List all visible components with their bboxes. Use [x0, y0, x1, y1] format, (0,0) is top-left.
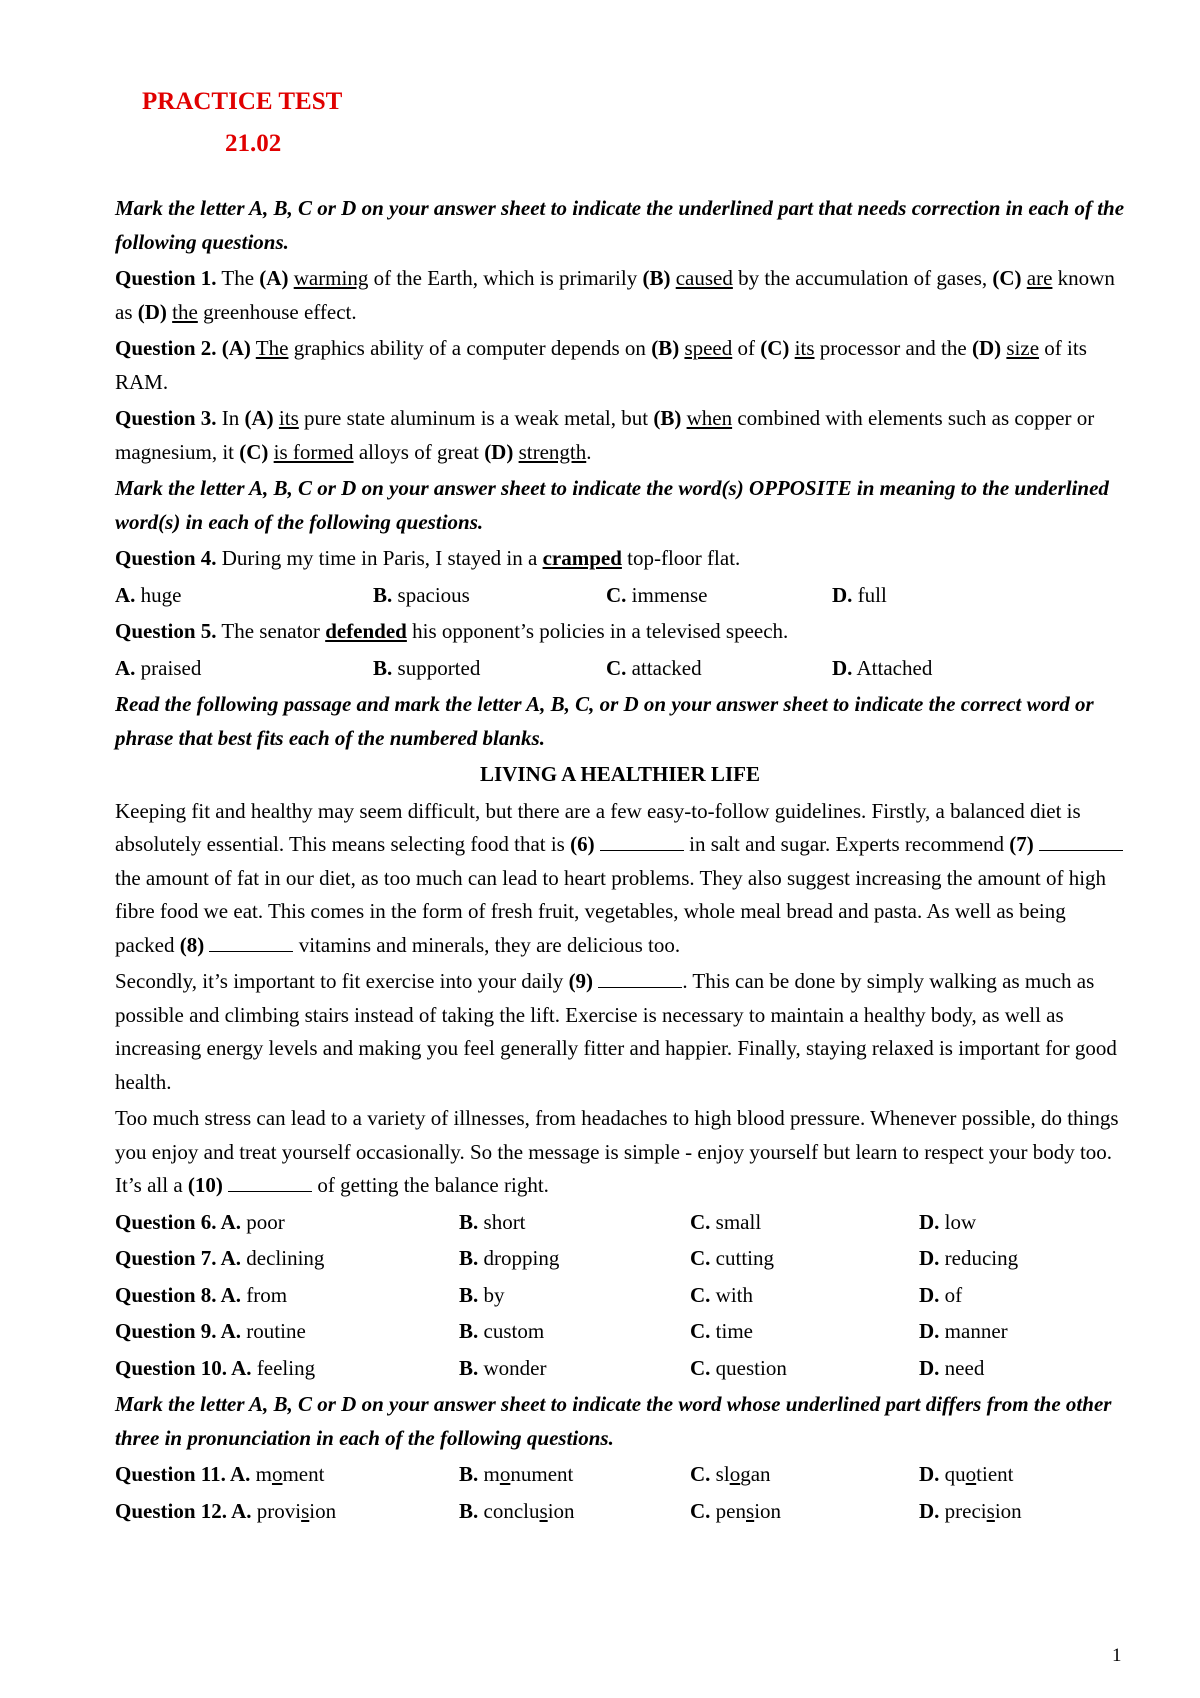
underlined-part-d: the [172, 299, 198, 324]
question-8-options [115, 1279, 1125, 1313]
question-text: In [216, 406, 245, 430]
target-word: defended [325, 619, 407, 643]
question-label: Question 1. [115, 266, 217, 290]
question-text: greenhouse effect. [197, 299, 357, 324]
option-letter: C. [606, 582, 627, 607]
option-text: cutting [710, 1246, 774, 1270]
question-text: of its RAM. [115, 336, 1087, 394]
instruction-opposite: Mark the letter A, B, C or D on your answer sheet to indicate the word(s) OPPOSITE in meaning to the underlined word(s) in each of the following questions. [115, 476, 1109, 534]
option-text: huge [140, 582, 182, 607]
option-text: by [478, 1282, 505, 1307]
question-text: pure state aluminum is a weak metal, but [298, 406, 654, 430]
option-text: wonder [478, 1355, 547, 1380]
option-c [690, 1495, 919, 1529]
question-3 [115, 402, 1125, 469]
question-text: The senator [216, 619, 326, 643]
option-letter: C. [690, 1462, 711, 1486]
option-letter: B. [459, 1246, 479, 1270]
option-c [690, 1206, 919, 1240]
marker-a: (A) [259, 266, 289, 290]
blank-line [228, 1172, 312, 1192]
option-text: of [939, 1282, 963, 1307]
option-text: supported [397, 655, 481, 680]
underlined-part-a: The [255, 336, 289, 360]
question-2 [115, 332, 1125, 399]
option-letter: A. [115, 655, 136, 680]
question-label: Question 11. A. [115, 1462, 251, 1486]
option-letter: C. [690, 1319, 711, 1343]
question-7-options [115, 1242, 1125, 1276]
marker-d: (D) [484, 439, 514, 464]
option-b [373, 579, 606, 613]
option-a [115, 652, 373, 686]
option-b [459, 1458, 690, 1492]
word-part: conclu [478, 1498, 540, 1523]
option-letter: B. [459, 1355, 479, 1380]
marker-a: (A) [221, 336, 251, 360]
passage-text: vitamins and minerals, they are delicious too. [293, 932, 681, 957]
underlined-part-a: its [278, 406, 299, 430]
word-part: m [478, 1462, 500, 1486]
option-letter: D. [919, 1462, 940, 1486]
question-text: alloys of great [353, 439, 485, 464]
option-letter: D. [919, 1246, 940, 1270]
option-a [115, 1315, 459, 1349]
option-text: poor [241, 1209, 285, 1234]
underlined-part-d: size [1006, 336, 1040, 360]
option-letter: D. [919, 1319, 940, 1343]
underlined-part-a: warming [293, 266, 369, 290]
question-label: Question 3. [115, 406, 217, 430]
question-text: combined with elements such as copper or magnesium, it [115, 406, 1095, 464]
marker-b: (B) [653, 406, 682, 430]
option-letter: C. [606, 655, 627, 680]
option-letter: C. [690, 1282, 711, 1307]
option-c [606, 579, 832, 613]
word-part: pen [710, 1498, 746, 1523]
option-text: manner [939, 1319, 1008, 1343]
option-letter: D. [832, 655, 853, 680]
option-letter: B. [459, 1319, 479, 1343]
question-5 [115, 615, 1125, 649]
option-letter: C. [690, 1209, 711, 1234]
option-letter: B. [459, 1498, 479, 1523]
option-d [919, 1279, 1125, 1313]
blank-line [209, 932, 293, 952]
option-c [690, 1458, 919, 1492]
underlined-part-c: is formed [273, 439, 354, 464]
blank-number: (9) [568, 969, 594, 993]
option-text: small [710, 1209, 762, 1234]
blank-number: (8) [179, 932, 205, 957]
marker-a: (A) [244, 406, 274, 430]
option-letter: B. [373, 655, 393, 680]
option-a [115, 579, 373, 613]
option-text: spacious [397, 582, 470, 607]
test-title: PRACTICE TEST [142, 88, 343, 115]
instruction-pronunciation: Mark the letter A, B, C or D on your answer sheet to indicate the word whose underlined part differs from the other three in pronunciation in each of the following questions. [115, 1392, 1112, 1450]
option-text: from [241, 1282, 288, 1307]
passage-text: of getting the balance right. [312, 1173, 549, 1197]
question-text: top-floor flat. [621, 546, 741, 570]
marker-b: (B) [651, 336, 680, 360]
option-text: low [939, 1209, 977, 1234]
question-text: known as [115, 266, 1115, 324]
blank-line [600, 831, 684, 851]
question-label: Question 9. A. [115, 1319, 242, 1343]
option-text: declining [241, 1246, 325, 1270]
option-d [919, 1352, 1125, 1386]
option-letter: B. [459, 1282, 479, 1307]
blank-line [1039, 831, 1123, 851]
option-c [690, 1242, 919, 1276]
question-label: Question 6. A. [115, 1209, 242, 1234]
passage-paragraph-3 [115, 1102, 1125, 1203]
option-text: dropping [478, 1246, 560, 1270]
blank-line [598, 968, 682, 988]
marker-c: (C) [239, 439, 269, 464]
underlined-part-b: when [686, 406, 733, 430]
word-part: sl [710, 1462, 730, 1486]
option-text: praised [140, 655, 202, 680]
passage-title: LIVING A HEALTHIER LIFE [480, 762, 760, 786]
word-part: ion [994, 1498, 1022, 1523]
option-b [459, 1242, 690, 1276]
question-label: Question 2. [115, 336, 217, 360]
question-1 [115, 262, 1125, 329]
marker-c: (C) [760, 336, 790, 360]
question-text: . [586, 439, 592, 464]
option-text: with [710, 1282, 754, 1307]
question-label: Question 5. [115, 619, 217, 643]
option-a [115, 1279, 459, 1313]
word-part: qu [939, 1462, 966, 1486]
question-5-options [115, 652, 1125, 686]
option-letter: D. [832, 582, 853, 607]
question-4 [115, 542, 1125, 576]
option-text: custom [478, 1319, 545, 1343]
option-text: time [710, 1319, 753, 1343]
option-c [606, 652, 832, 686]
option-b [459, 1279, 690, 1313]
word-part: nument [510, 1462, 574, 1486]
option-b [459, 1206, 690, 1240]
question-text: his opponent’s policies in a televised speech. [406, 619, 789, 643]
option-text: full [857, 582, 887, 607]
option-c [690, 1279, 919, 1313]
question-text: processor and the [814, 336, 972, 360]
passage-text: Too much stress can lead to a variety of illnesses, from headaches to high blood pressure. Whenever possible, do things you enjoy and treat yourself occasionally. So the message is simple - enjoy yourself but learn to respect your body too. It’s all a [115, 1106, 1119, 1197]
marker-d: (D) [137, 299, 167, 324]
document-body [115, 192, 1125, 1531]
option-text: Attached [856, 655, 933, 680]
option-d [919, 1242, 1125, 1276]
option-text: short [478, 1209, 526, 1234]
option-letter: B. [459, 1209, 479, 1234]
word-part: ment [282, 1462, 325, 1486]
instruction-error-correction: Mark the letter A, B, C or D on your answer sheet to indicate the underlined part that needs correction in each of the following questions. [115, 196, 1125, 254]
marker-b: (B) [642, 266, 671, 290]
option-b [373, 652, 606, 686]
question-label: Question 8. A. [115, 1282, 242, 1307]
question-text: by the accumulation of gases, [732, 266, 993, 290]
option-d [919, 1458, 1125, 1492]
question-text: of the Earth, which is primarily [368, 266, 643, 290]
word-part: provi [251, 1498, 302, 1523]
question-text: During my time in Paris, I stayed in a [216, 546, 543, 570]
passage-text: Secondly, it’s important to fit exercise into your daily [115, 969, 569, 993]
option-text: reducing [939, 1246, 1019, 1270]
question-11-options [115, 1458, 1125, 1492]
question-label: Question 12. A. [115, 1498, 252, 1523]
underlined-letters: o [499, 1462, 511, 1486]
underlined-letters: s [986, 1498, 995, 1523]
underlined-letters: o [965, 1462, 977, 1486]
option-text: feeling [251, 1355, 316, 1380]
word-part: ion [547, 1498, 575, 1523]
passage-paragraph-1 [115, 795, 1125, 963]
underlined-part-d: strength [518, 439, 587, 464]
word-part: ion [754, 1498, 782, 1523]
word-part: gan [740, 1462, 771, 1486]
option-c [690, 1315, 919, 1349]
underlined-part-c: are [1026, 266, 1053, 290]
underlined-letters: s [301, 1498, 310, 1523]
page-number: 1 [1112, 1645, 1122, 1666]
option-d [832, 579, 1125, 613]
test-code: 21.02 [225, 130, 282, 157]
question-text: The [216, 266, 260, 290]
option-text: attacked [631, 655, 702, 680]
option-letter: B. [373, 582, 393, 607]
option-d [919, 1206, 1125, 1240]
option-text: question [710, 1355, 787, 1380]
option-letter: C. [690, 1355, 711, 1380]
option-b [459, 1352, 690, 1386]
marker-c: (C) [992, 266, 1022, 290]
question-label: Question 7. A. [115, 1246, 242, 1270]
question-10-options [115, 1352, 1125, 1386]
question-text: graphics ability of a computer depends on [288, 336, 652, 360]
option-d [919, 1315, 1125, 1349]
word-part: tient [976, 1462, 1014, 1486]
option-a [115, 1206, 459, 1240]
word-part: preci [939, 1498, 987, 1523]
question-label: Question 10. A. [115, 1355, 252, 1380]
question-text: of [732, 336, 761, 360]
underlined-letters: o [271, 1462, 283, 1486]
underlined-part-b: speed [684, 336, 733, 360]
option-a [115, 1495, 459, 1529]
option-b [459, 1315, 690, 1349]
option-d [919, 1495, 1125, 1529]
underlined-letters: s [539, 1498, 548, 1523]
underlined-part-c: its [794, 336, 815, 360]
option-letter: D. [919, 1498, 940, 1523]
instruction-cloze: Read the following passage and mark the letter A, B, C, or D on your answer sheet to indicate the correct word or phrase that best fits each of the numbered blanks. [115, 692, 1094, 750]
marker-d: (D) [971, 336, 1002, 360]
question-12-options [115, 1495, 1125, 1529]
option-b [459, 1495, 690, 1529]
passage-text: the amount of fat in our diet, as too much can lead to heart problems. They also suggest increasing the amount of high fibre food we eat. This comes in the form of fresh fruit, vegetables, whole meal bread and pasta. As well as being packed [115, 865, 1107, 957]
option-letter: C. [690, 1498, 711, 1523]
option-a [115, 1242, 459, 1276]
passage-text: in salt and sugar. Experts recommend [683, 832, 1010, 856]
option-letter: D. [919, 1355, 940, 1380]
question-4-options [115, 579, 1125, 613]
option-letter: D. [919, 1282, 940, 1307]
underlined-letters: s [746, 1498, 755, 1523]
underlined-letters: o [729, 1462, 741, 1486]
option-letter: B. [459, 1462, 479, 1486]
option-text: need [939, 1355, 985, 1380]
word-part: ion [309, 1498, 337, 1523]
passage-text: Keeping fit and healthy may seem difficult, but there are a few easy-to-follow guidelines. Firstly, a balanced diet is absolutely essential. This means selecting food that is [115, 798, 1081, 856]
option-text: immense [631, 582, 708, 607]
option-letter: D. [919, 1209, 940, 1234]
passage-text: . This can be done by simply walking as much as possible and climbing stairs instead of taking the lift. Exercise is necessary to maintain a healthy body, as well as increasing energy levels and making you feel generally fitter and happier. Finally, staying relaxed is important for good health. [115, 969, 1117, 1094]
target-word: cramped [542, 546, 622, 570]
question-label: Question 4. [115, 546, 217, 570]
question-9-options [115, 1315, 1125, 1349]
option-letter: C. [690, 1246, 711, 1270]
blank-number: (6) [570, 832, 595, 856]
passage-paragraph-2 [115, 965, 1125, 1099]
question-6-options [115, 1206, 1125, 1240]
option-a [115, 1458, 459, 1492]
word-part: m [250, 1462, 272, 1486]
option-a [115, 1352, 459, 1386]
blank-number: (7) [1009, 832, 1034, 856]
option-d [832, 652, 1125, 686]
option-c [690, 1352, 919, 1386]
blank-number: (10) [187, 1173, 223, 1197]
option-text: routine [241, 1319, 306, 1343]
option-letter: A. [115, 582, 136, 607]
underlined-part-b: caused [675, 266, 733, 290]
